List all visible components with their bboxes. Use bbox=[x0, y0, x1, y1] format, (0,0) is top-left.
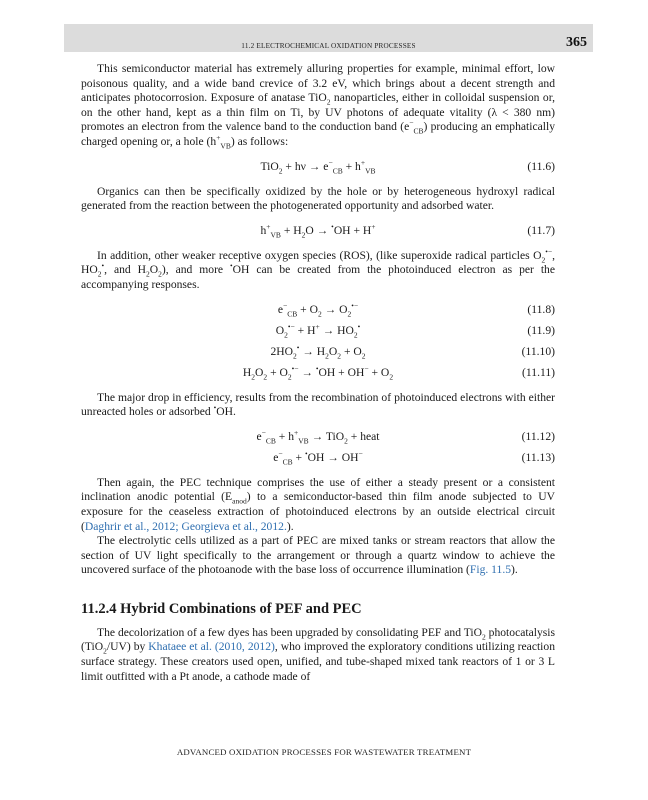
equation-number: (11.7) bbox=[527, 223, 555, 237]
page-footer: ADVANCED OXIDATION PROCESSES FOR WASTEWATER TREATMENT bbox=[176, 747, 472, 757]
equation-number: (11.11) bbox=[522, 365, 555, 379]
running-header bbox=[64, 24, 593, 52]
page-number: 365 bbox=[566, 35, 587, 50]
equation-number: (11.8) bbox=[527, 302, 555, 316]
equation-11-13: $e^-_{CB} + ^•OH \to OH^-$ (11.13) bbox=[273, 448, 555, 467]
running-head-title: 11.2 ELECTROCHEMICAL OXIDATION PROCESSES bbox=[241, 42, 416, 50]
citation-link-khataee[interactable]: Khataee et al. (2010, 2012) bbox=[148, 640, 275, 654]
page-body bbox=[81, 62, 555, 684]
paragraph-5: Then again, the PEC technique comprises the use of either a steady present or a consistent inclination anodic potential $(E_{anod})$ to a semiconductor-based thin film anode subjected to UV exposure for the ceaseless extraction of photoinduced electrons by an outside electrical circuit (Daghrir et al., 2012; Georgieva et al., 2012.). bbox=[81, 475, 555, 533]
paragraph-2: Organics can then be specifically oxidized by the hole or by heterogeneous hydroxyl radical generated from the reaction between the photogenerated opportunity and adsorbed water. bbox=[81, 184, 555, 213]
paragraph-1: This semiconductor material has extremely alluring properties for example, minimal effort, low poisonous quality, and a wide band crevice of 3.2 eV, which brings about a decent strength and anticipates photocorrosion. Exposure of anatase TiO$_2$ nanoparticles, either in colloidal suspension or, on the other hand, kept as a thin film on Ti, by UV photons of adequate vitality (λ < 380 nm) promotes an electron from the valence band to the conduction band $(e^-_{CB})$ producing an emphatically charged opening or, a hole $(h^+_{VB})$ as follows: bbox=[81, 62, 555, 151]
paragraph-4: The major drop in efficiency, results from the recombination of photoinduced electrons with either unreacted holes or adsorbed •OH. bbox=[81, 390, 555, 419]
equation-number: (11.9) bbox=[527, 323, 555, 337]
equation-number: (11.13) bbox=[521, 450, 555, 464]
figure-link-11-5[interactable]: Fig. 11.5 bbox=[469, 563, 512, 577]
equation-11-6: $TiO_2 + h\nu \to e^-_{CB} + h^+_{VB}$ (11.6) bbox=[260, 157, 555, 175]
section-heading: 11.2.4 Hybrid Combinations of PEF and PEC bbox=[81, 600, 362, 617]
equation-number: (11.12) bbox=[521, 429, 555, 443]
equation-11-10: $2HO_2^• \to H_2O_2 + O_2$ (11.10) bbox=[270, 342, 555, 360]
citation-link-daghrir-georgieva[interactable]: Daghrir et al., 2012; Georgieva et al., 2012. bbox=[84, 519, 287, 533]
equation-number: (11.10) bbox=[521, 344, 555, 358]
paragraph-3: In addition, other weaker receptive oxygen species (ROS), (like superoxide radical particles $O_2^{•-}$, $HO_2^•$, and $H_2O_2$), and more •OH can be created from the photoinduced electron as per the accompanying responses. bbox=[81, 246, 555, 291]
equation-11-11: $H_2O_2 + O_2^{•-} \to ^•OH + OH^- + O_2$ (11.11) bbox=[242, 363, 555, 381]
equation-11-7: $h^+_{VB} + H_2O \to ^•OH + H^+$ (11.7) bbox=[260, 221, 555, 240]
equation-11-12: $e^-_{CB} + h^+_{VB} \to TiO_2$ + heat (11.12) bbox=[256, 427, 555, 446]
equation-11-9: $O_2^{•-} + H^+ \to HO_2^•$ (11.9) bbox=[275, 321, 555, 339]
paragraph-6: The electrolytic cells utilized as a part of PEC are mixed tanks or stream reactors that allow the section of UV light specifically to the arrangement or through a quartz window to achieve the uncovered surface of the photoanode with the base loss of occurrence illumination (Fig. 11.5). bbox=[81, 534, 555, 577]
paragraph-7: The decolorization of a few dyes has been upgraded by consolidating PEF and TiO$_2$ photocatalysis (TiO$_2$/UV) by Khataee et al. (2010, 2012), who improved the exploratory conditions utilizing reaction surface strategy. These creators used open, unified, and tube-shaped mixed tank reactors of 1 or 3 L limit outfitted with a Pt anode, a cathode made of bbox=[81, 625, 555, 683]
equation-number: (11.6) bbox=[527, 159, 555, 173]
equation-11-8: $e^-_{CB} + O_2 \to O_2^{•-}$ (11.8) bbox=[277, 300, 555, 318]
